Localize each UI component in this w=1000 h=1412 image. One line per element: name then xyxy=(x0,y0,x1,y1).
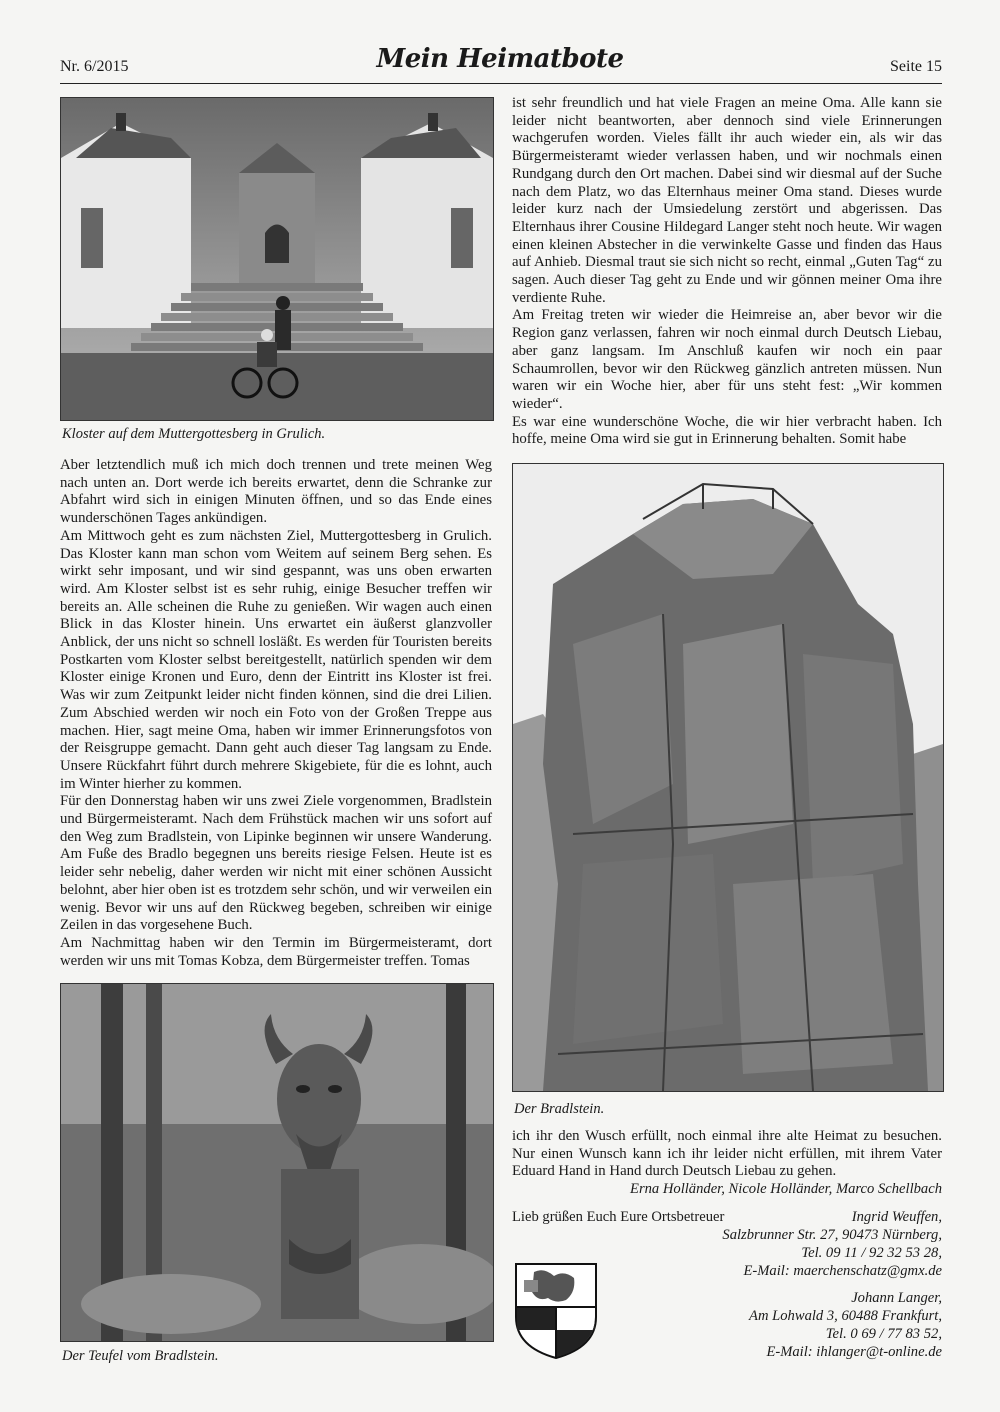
page-number: Seite 15 xyxy=(890,58,942,75)
author-signature: Erna Holländer, Nicole Holländer, Marco Schellbach xyxy=(630,1181,942,1197)
contact-block-weuffen xyxy=(690,1209,942,1281)
kloster-photo xyxy=(60,97,494,421)
right-article-text xyxy=(512,95,942,449)
contact-email[interactable]: E-Mail: maerchenschatz@gmx.de xyxy=(743,1262,942,1279)
coat-of-arms-icon xyxy=(514,1262,598,1360)
left-paragraph: Aber letztendlich muß ich mich doch trennen und trete meinen Weg nach unten an. Dort werde ich bereits erwartet, denn die Schranke zur Abfahrt wird sich in einigen Minuten öffnen, und so das Ende eines wunderschönen Tages ankündigen. xyxy=(60,457,492,527)
bradlstein-caption: Der Bradlstein. xyxy=(514,1101,605,1117)
issue-number: Nr. 6/2015 xyxy=(60,58,129,75)
contact-tel: Tel. 09 11 / 92 32 53 28, xyxy=(801,1244,942,1261)
contact-email[interactable]: E-Mail: ihlanger@t-online.de xyxy=(766,1343,942,1360)
contact-name: Ingrid Weuffen, xyxy=(851,1209,942,1225)
greeting-text: Lieb grüßen Euch Eure Ortsbetreuer xyxy=(512,1209,725,1225)
contact-name: Johann Langer, xyxy=(851,1290,942,1306)
masthead-title: Mein Heimatbote xyxy=(376,44,624,74)
header-rule xyxy=(60,83,942,84)
right-paragraph: Es war eine wunderschöne Woche, die wir hier verbracht haben. Ich hoffe, meine Oma wird sie gut in Erinnerung behalten. Somit habe xyxy=(512,413,942,448)
contact-block-langer xyxy=(690,1290,942,1362)
bradlstein-photo xyxy=(512,463,944,1092)
left-paragraph: Für den Donnerstag haben wir uns zwei Ziele vorgenommen, Bradlstein und Bürgermeisteramt. Nach dem Frühstück machen wir uns sofort auf den Weg zum Bradlstein, von Lipinke beginnen wir unsere Wanderung. Am Fuße des Bradlo begegnen uns bereits riesige Felsen. Heute ist es leider sehr nebelig, daher werden wir nicht mit einer schönen Aussicht belohnt, aber hier oben ist es trotzdem sehr schön, und wir verweilen ein wenig. Bevor wir uns auf den Rückweg begeben, schreiben wir einige Zeilen in das vorgesehene Buch. xyxy=(60,793,492,934)
right-paragraph: Am Freitag treten wir wieder die Heimreise an, aber bevor wir die Region ganz verlassen, fahren wir noch einmal durch Deutsch Liebau, aber ganz langsam. Im Anschluß kaufen wir noch ein paar Schaumrollen, bevor wir den Rückweg gänzlich antreten müssen. Nun waren wir ein Woche hier, aber für uns steht fest: „Wir kommen wieder“. xyxy=(512,307,942,412)
contact-street: Salzbrunner Str. 27, 90473 Nürnberg, xyxy=(722,1226,942,1243)
contact-tel: Tel. 0 69 / 77 83 52, xyxy=(825,1325,942,1342)
teufel-caption: Der Teufel vom Bradlstein. xyxy=(62,1348,219,1364)
left-paragraph: Am Mittwoch geht es zum nächsten Ziel, Muttergottesberg in Grulich. Das Kloster kann man schon vom Weitem auf seinem Berg sehen. Es wirkt sehr imposant, und wir sind gespannt, was uns oben erwarten wird. Am Kloster selbst ist es sehr ruhig, einige Besucher treffen wir bereits an. Alle scheinen die Ruhe zu genießen. Wir wagen auch einen Blick in das Kloster hinein. Uns erwartet ein äußerst glanzvoller Anblick, der uns nicht so schnell losläßt. Es werden für Touristen bereits Postkarten vom Kloster selbst bereitgestellt, natürlich spenden wir dem Kloster einige Kronen und Euro, denn der Eintritt ins Kloster ist frei. Was wir zum Zeitpunkt leider nicht finden können, sind die drei Lilien. Zum Abschied werden wir noch ein Foto von der Großen Treppe aus machen. Hier, sagt meine Oma, haben wir immer Erinnerungsfotos von der Reisgruppe gemacht. Dann geht auch dieser Tag langsam zu Ende. Unsere Rückfahrt führt durch mehrere Skigebiete, für die es lohnt, auch im Winter hierher zu kommen. xyxy=(60,527,492,792)
kloster-caption: Kloster auf dem Muttergottesberg in Grulich. xyxy=(62,426,326,442)
right-paragraph: ist sehr freundlich und hat viele Fragen an meine Oma. Alle kann sie leider nicht beantworten, aber dennoch sind viele Erinnerungen wachgerufen worden. Vieles fällt ihr auch wieder ein, als wir das Bürgermeisteramt wieder verlassen haben, und wir nochmals einen Rundgang durch den Ort machen. Dabei sind wir diesmal auf der Suche nach dem Platz, wo das Elternhaus meiner Oma stand. Dieses wurde leider kurz nach der Umsiedelung zerstört und abgerissen. Das Elternhaus ihrer Cousine Hildegard Langer steht noch heute. Wir wagen einen kleinen Abstecher in die verwinkelte Gasse und finden das Haus auf Anhieb. Diesmal traut sie sich nicht so recht, einmal „Guten Tag“ zu sagen. Auch dieser Tag geht zu Ende und wir gönnen meiner Oma ihre verdiente Ruhe. xyxy=(512,95,942,306)
closing-paragraph: ich ihr den Wusch erfüllt, noch einmal ihre alte Heimat zu besuchen. Nur einen Wunsch kann ich ihr leider nicht erfüllen, mit ihrem Vater Eduard Hand in Hand durch Deutsch Liebau zu gehen. xyxy=(512,1128,942,1180)
left-article-text xyxy=(60,457,492,970)
teufel-photo xyxy=(60,983,494,1342)
contact-street: Am Lohwald 3, 60488 Frankfurt, xyxy=(749,1307,942,1324)
left-paragraph: Am Nachmittag haben wir den Termin im Bürgermeisteramt, dort werden wir uns mit Tomas Kobza, dem Bürgermeister treffen. Tomas xyxy=(60,934,492,969)
